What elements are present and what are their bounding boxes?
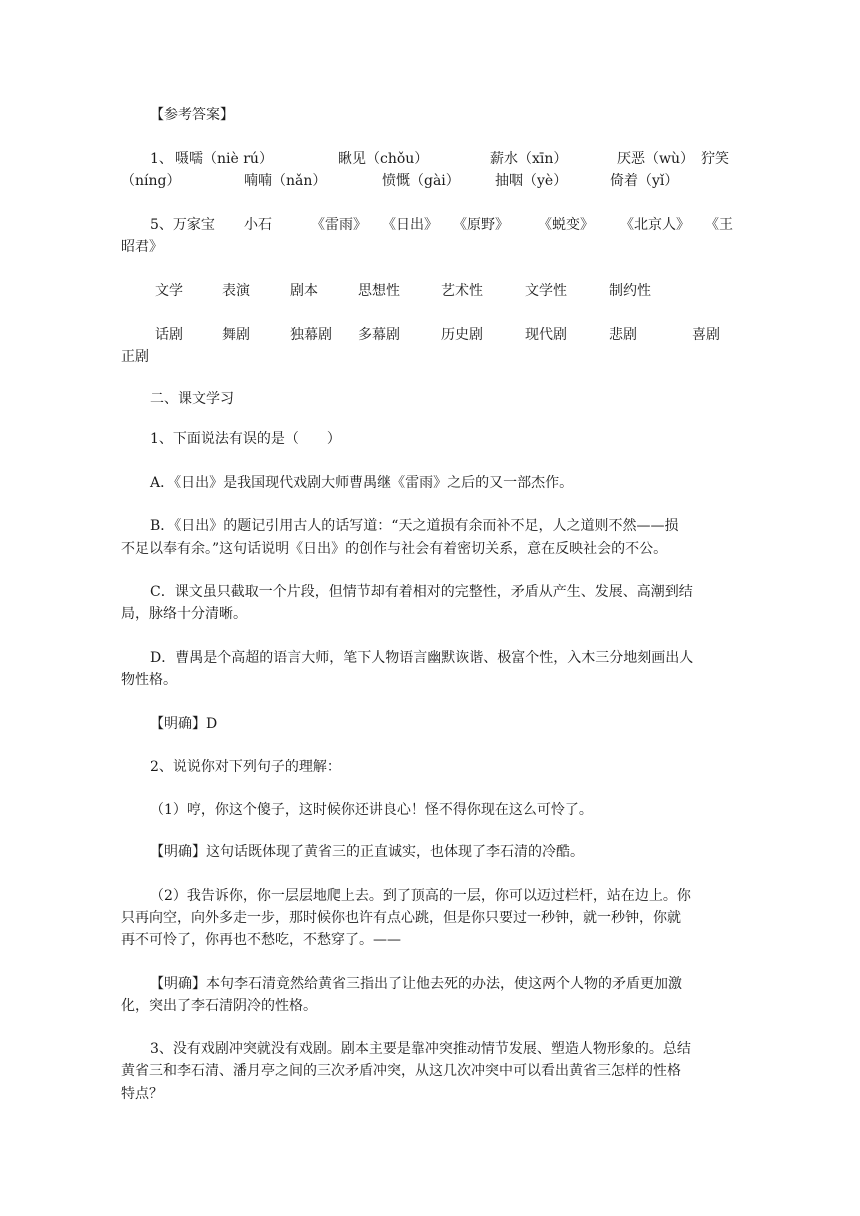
works-item-6: 《蜕变》 <box>538 217 594 233</box>
genre-4: 多幕剧 <box>358 327 400 343</box>
option-a: A．《日出》是我国现代戏剧大师曹禺继《雷雨》之后的又一部杰作。 <box>150 475 574 491</box>
genre-7: 悲剧 <box>609 327 637 343</box>
term-2: 表演 <box>222 283 250 299</box>
sentence-2-answer-line-2: 化，突出了李石清阴冷的性格。 <box>121 998 317 1014</box>
sentence-2-answer-line-1: 【明确】本句李石清竟然给黄省三指出了让他去死的办法，使这两个人物的矛盾更加激 <box>150 976 682 992</box>
term-5: 艺术性 <box>441 283 483 299</box>
works-item-8: 《王 <box>705 217 733 233</box>
works-item-4: 《日出》 <box>382 217 438 233</box>
works-item-2: 小石 <box>244 217 272 233</box>
sentence-1-answer: 【明确】这句话既体现了黄省三的正直诚实，也体现了李石清的冷酷。 <box>150 844 584 860</box>
question-3-line-2: 黄省三和李石清、潘月亭之间的三次矛盾冲突，从这几次冲突中可以看出黄省三怎样的性格 <box>121 1063 681 1079</box>
works-item-7: 《北京人》 <box>620 217 690 233</box>
sentence-1: （1）哼，你这个傻子，这时候你还讲良心！怪不得你现在这么可怜了。 <box>150 802 593 818</box>
pinyin-word-5-reading: （níng） <box>121 173 181 189</box>
works-item-8-wrap: 昭君》 <box>121 239 163 255</box>
sentence-2-line-2: 只再向空，向外多走一步，那时候你也许有点心跳，但是你只要过一秒钟，就一秒钟，你就 <box>121 910 681 926</box>
genre-2: 舞剧 <box>222 327 250 343</box>
pinyin-word-6: 喃喃（nǎn） <box>244 173 327 189</box>
pinyin-word-5: 狞笑 <box>701 151 729 167</box>
genre-8: 喜剧 <box>692 327 720 343</box>
genre-1: 话剧 <box>155 327 183 343</box>
works-item-3: 《雷雨》 <box>311 217 367 233</box>
section-heading: 二、课文学习 <box>150 391 234 407</box>
option-d-line-1: D．曹禺是个高超的语言大师，笔下人物语言幽默诙谐、极富个性，入木三分地刻画出人 <box>150 650 694 666</box>
term-3: 剧本 <box>290 283 318 299</box>
option-d-line-2: 物性格。 <box>121 672 177 688</box>
answer-heading: 【参考答案】 <box>150 107 234 123</box>
term-6: 文学性 <box>525 283 567 299</box>
option-b-line-2: 不足以奉有余。”这句话说明《日出》的创作与社会有着密切关系，意在反映社会的不公。 <box>121 541 668 557</box>
question-1-answer: 【明确】D <box>150 716 218 732</box>
pinyin-word-8: 抽咽（yè） <box>495 173 568 189</box>
pinyin-word-9: 倚着（yǐ） <box>610 173 679 189</box>
pinyin-word-7: 愤慨（gài） <box>382 173 460 189</box>
pinyin-word-2: 瞅见（chǒu） <box>338 151 429 167</box>
question-2-stem: 2、说说你对下列句子的理解： <box>150 759 341 775</box>
option-c-line-1: C．课文虽只截取一个片段，但情节却有着相对的完整性，矛盾从产生、发展、高潮到结 <box>150 584 693 600</box>
genre-3: 独幕剧 <box>290 327 332 343</box>
pinyin-word-4: 厌恶（wù） <box>617 151 694 167</box>
genre-5: 历史剧 <box>441 327 483 343</box>
option-b-line-1: B．《日出》的题记引用古人的话写道：“天之道损有余而补不足，人之道则不然——损 <box>150 518 679 534</box>
pinyin-word-1-text: 嗫嚅（niè rú） <box>175 151 273 167</box>
term-4: 思想性 <box>358 283 400 299</box>
term-1: 文学 <box>155 283 183 299</box>
genre-9: 正剧 <box>121 349 149 365</box>
option-c-line-2: 局，脉络十分清晰。 <box>121 606 247 622</box>
term-7: 制约性 <box>609 283 651 299</box>
question-3-line-1: 3、没有戏剧冲突就没有戏剧。剧本主要是靠冲突推动情节发展、塑造人物形象的。总结 <box>150 1041 691 1057</box>
pinyin-word-1: 1、 <box>150 151 173 167</box>
sentence-2-line-3: 再不可怜了，你再也不愁吃，不愁穿了。—— <box>121 932 401 948</box>
works-item-1: 5、万家宝 <box>150 217 215 233</box>
pinyin-word-3: 薪水（xīn） <box>490 151 568 167</box>
question-1-stem: 1、下面说法有误的是（ ） <box>150 431 341 447</box>
sentence-2-line-1: （2）我告诉你，你一层层地爬上去。到了顶高的一层，你可以迈过栏杆，站在边上。你 <box>150 888 691 904</box>
question-3-line-3: 特点？ <box>121 1086 163 1102</box>
works-item-5: 《原野》 <box>453 217 509 233</box>
genre-6: 现代剧 <box>525 327 567 343</box>
